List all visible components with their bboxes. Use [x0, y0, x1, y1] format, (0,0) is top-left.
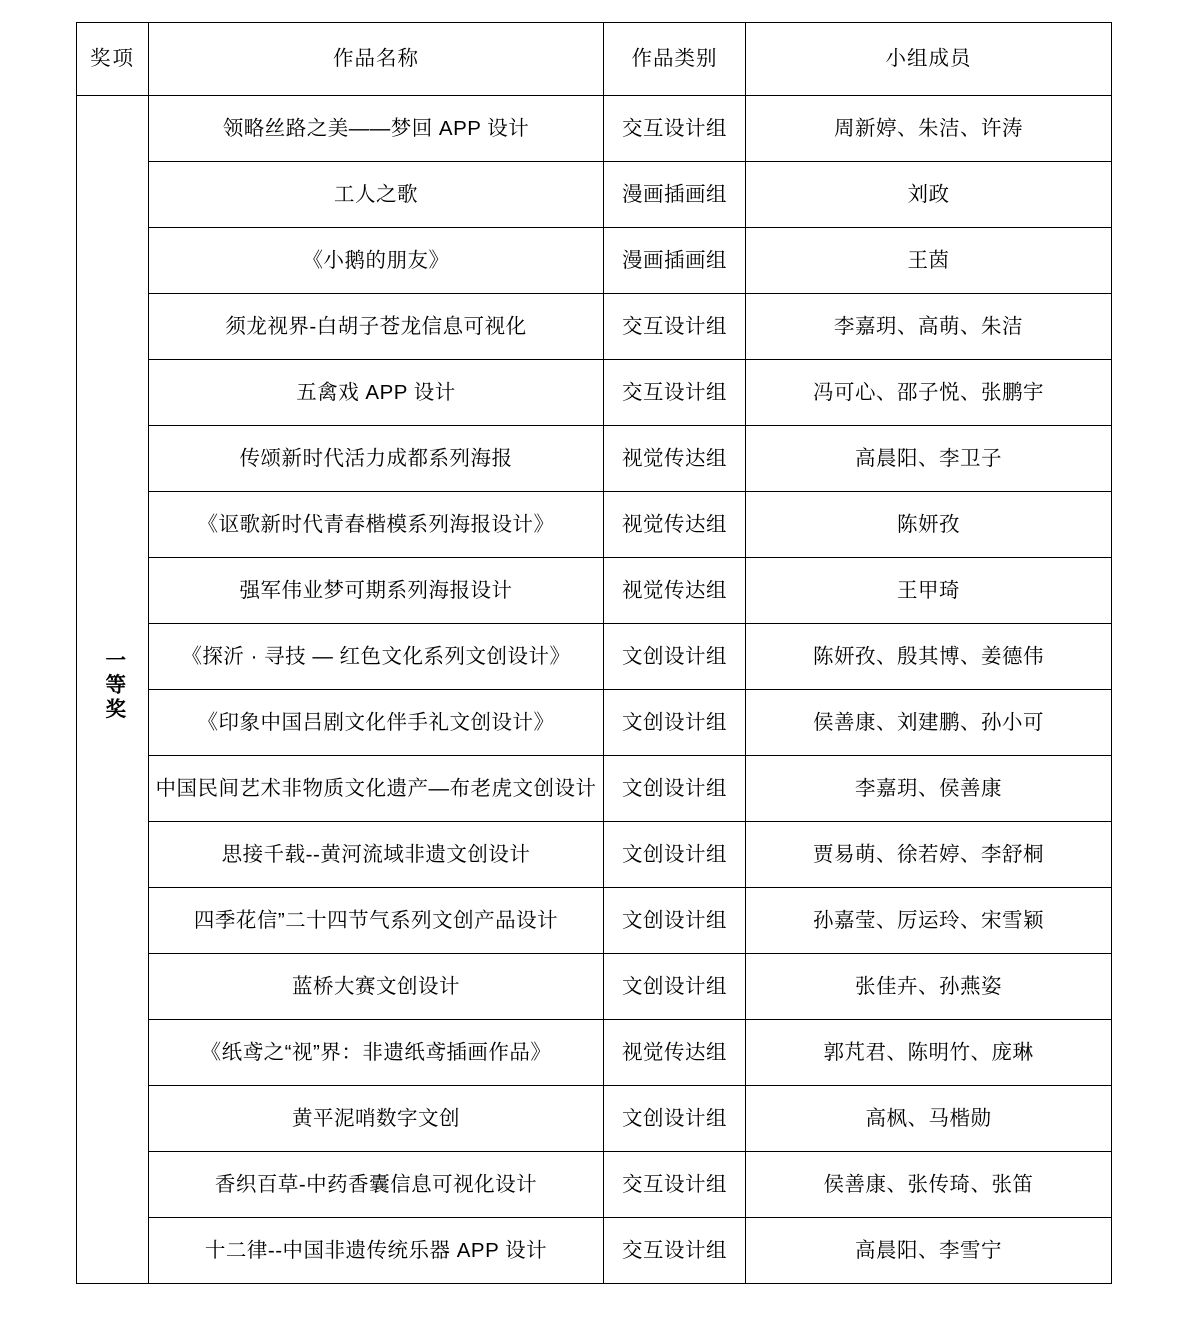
team-members-cell: 侯善康、张传琦、张笛 — [746, 1152, 1112, 1218]
team-members-cell: 李嘉玥、侯善康 — [746, 756, 1112, 822]
work-title-cell: 四季花信”二十四节气系列文创产品设计 — [149, 888, 604, 954]
team-members-cell: 贾易萌、徐若婷、李舒桐 — [746, 822, 1112, 888]
team-members-cell: 陈妍孜、殷其博、姜德伟 — [746, 624, 1112, 690]
work-category-cell: 文创设计组 — [604, 624, 746, 690]
award-grade-label: 一等奖 — [101, 648, 125, 723]
work-category-cell: 交互设计组 — [604, 294, 746, 360]
team-members-cell: 郭芃君、陈明竹、庞琳 — [746, 1020, 1112, 1086]
team-members-cell: 冯可心、邵子悦、张鹏宇 — [746, 360, 1112, 426]
team-members-cell: 侯善康、刘建鹏、孙小可 — [746, 690, 1112, 756]
work-category-cell: 交互设计组 — [604, 1218, 746, 1284]
work-category-cell: 文创设计组 — [604, 822, 746, 888]
work-category-cell: 视觉传达组 — [604, 426, 746, 492]
team-members-cell: 陈妍孜 — [746, 492, 1112, 558]
work-category-cell: 文创设计组 — [604, 888, 746, 954]
table-row — [77, 822, 1112, 888]
team-members-cell: 孙嘉莹、厉运玲、宋雪颖 — [746, 888, 1112, 954]
table-header-row — [77, 23, 1112, 96]
work-title-cell: 强军伟业梦可期系列海报设计 — [149, 558, 604, 624]
work-title-cell: 思接千载--黄河流域非遗文创设计 — [149, 822, 604, 888]
team-members-cell: 刘政 — [746, 162, 1112, 228]
table-row — [77, 1086, 1112, 1152]
team-members-cell: 李嘉玥、高萌、朱洁 — [746, 294, 1112, 360]
column-header-title: 作品名称 — [149, 23, 604, 96]
work-title-cell: 领略丝路之美——梦回 APP 设计 — [149, 96, 604, 162]
table-row — [77, 1020, 1112, 1086]
work-category-cell: 交互设计组 — [604, 360, 746, 426]
table-body — [77, 96, 1112, 1284]
table-row — [77, 558, 1112, 624]
column-header-award: 奖项 — [77, 23, 149, 96]
work-title-cell: 《纸鸢之“视”界：非遗纸鸢插画作品》 — [149, 1020, 604, 1086]
work-title-cell: 须龙视界-白胡子苍龙信息可视化 — [149, 294, 604, 360]
table-row — [77, 1152, 1112, 1218]
team-members-cell: 高枫、马楷勋 — [746, 1086, 1112, 1152]
work-title-cell: 蓝桥大赛文创设计 — [149, 954, 604, 1020]
table-header — [77, 23, 1112, 96]
work-title-cell: 十二律--中国非遗传统乐器 APP 设计 — [149, 1218, 604, 1284]
work-category-cell: 文创设计组 — [604, 756, 746, 822]
work-category-cell: 视觉传达组 — [604, 1020, 746, 1086]
table-row — [77, 954, 1112, 1020]
work-title-cell: 工人之歌 — [149, 162, 604, 228]
table-row — [77, 888, 1112, 954]
work-title-cell: 中国民间艺术非物质文化遗产—布老虎文创设计 — [149, 756, 604, 822]
table-row — [77, 1218, 1112, 1284]
team-members-cell: 王甲琦 — [746, 558, 1112, 624]
work-category-cell: 文创设计组 — [604, 690, 746, 756]
column-header-members: 小组成员 — [746, 23, 1112, 96]
table-row — [77, 756, 1112, 822]
table-row — [77, 624, 1112, 690]
table-row — [77, 294, 1112, 360]
team-members-cell: 王茵 — [746, 228, 1112, 294]
team-members-cell: 周新婷、朱洁、许涛 — [746, 96, 1112, 162]
work-title-cell: 黄平泥哨数字文创 — [149, 1086, 604, 1152]
work-category-cell: 文创设计组 — [604, 1086, 746, 1152]
table-row — [77, 492, 1112, 558]
table-row — [77, 360, 1112, 426]
work-title-cell: 《探沂 · 寻技 — 红色文化系列文创设计》 — [149, 624, 604, 690]
work-title-cell: 五禽戏 APP 设计 — [149, 360, 604, 426]
work-category-cell: 视觉传达组 — [604, 558, 746, 624]
work-category-cell: 漫画插画组 — [604, 162, 746, 228]
table-row — [77, 690, 1112, 756]
table-row — [77, 228, 1112, 294]
team-members-cell: 高晨阳、李卫子 — [746, 426, 1112, 492]
work-title-cell: 《小鹅的朋友》 — [149, 228, 604, 294]
work-category-cell: 视觉传达组 — [604, 492, 746, 558]
table-row — [77, 426, 1112, 492]
work-category-cell: 漫画插画组 — [604, 228, 746, 294]
column-header-category: 作品类别 — [604, 23, 746, 96]
work-title-cell: 《印象中国吕剧文化伴手礼文创设计》 — [149, 690, 604, 756]
table-row — [77, 162, 1112, 228]
award-results-table — [76, 22, 1112, 1284]
work-category-cell: 交互设计组 — [604, 96, 746, 162]
work-title-cell: 传颂新时代活力成都系列海报 — [149, 426, 604, 492]
team-members-cell: 张佳卉、孙燕姿 — [746, 954, 1112, 1020]
work-category-cell: 交互设计组 — [604, 1152, 746, 1218]
work-title-cell: 香织百草-中药香囊信息可视化设计 — [149, 1152, 604, 1218]
award-grade-cell — [77, 96, 149, 1284]
table-row — [77, 96, 1112, 162]
work-category-cell: 文创设计组 — [604, 954, 746, 1020]
work-title-cell: 《讴歌新时代青春楷模系列海报设计》 — [149, 492, 604, 558]
team-members-cell: 高晨阳、李雪宁 — [746, 1218, 1112, 1284]
